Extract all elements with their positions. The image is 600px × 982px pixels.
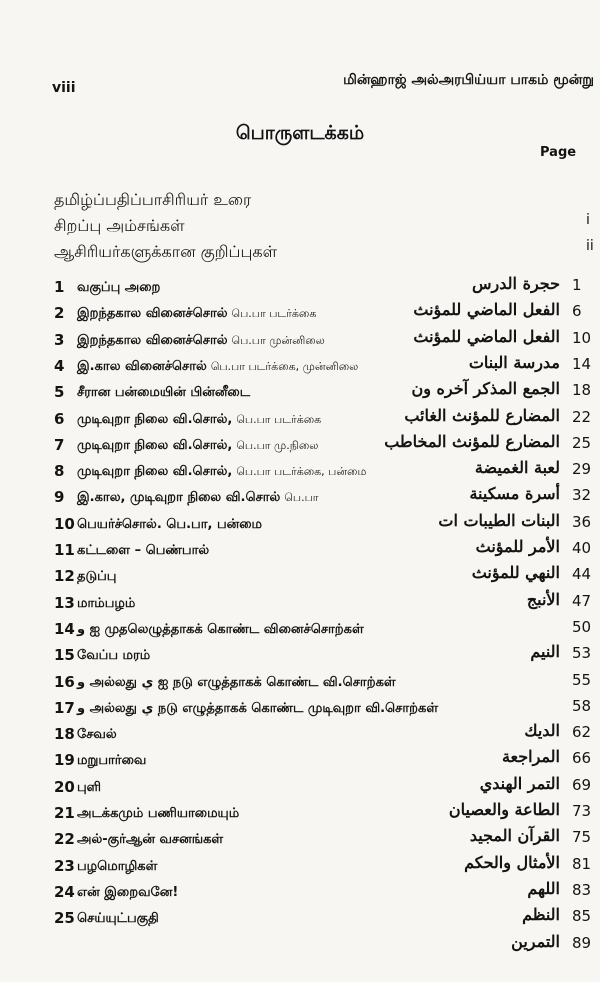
entry-page-number: 47	[572, 591, 592, 610]
entry-tamil-title	[77, 359, 358, 375]
entry-number: 6	[54, 409, 65, 428]
entry-tamil-main: என் இறைவனே!	[77, 884, 179, 900]
entry-page-number: 85	[572, 907, 592, 926]
entry-tamil-sub: பெ.பா முன்னிலை	[231, 333, 325, 347]
entry-arabic-title: المضارع للمؤنث الغائب	[404, 405, 560, 425]
entry-tamil-title	[77, 727, 117, 743]
entry-tamil-main: و ஐ முதலெழுத்தாகக் கொண்ட வினைச்சொற்கள்	[77, 621, 364, 637]
entry-tamil-title	[77, 859, 157, 875]
entry-tamil-main: இறந்தகால வினைச்சொல்	[77, 306, 228, 322]
entry-tamil-sub: பெ.பா படர்க்கை	[236, 412, 322, 426]
entry-page-number: 83	[572, 880, 592, 899]
entry-page-number: 18	[572, 381, 592, 400]
entry-number: 10	[54, 514, 75, 533]
entry-tamil-main: சீரான பன்மையின் பின்னீடை	[77, 385, 251, 401]
entry-tamil-title	[77, 438, 318, 454]
entry-tamil-title	[77, 806, 239, 822]
entry-tamil-title	[77, 780, 101, 796]
entry-arabic-title: المراجعة	[501, 747, 560, 767]
entry-number: 17	[54, 698, 75, 717]
entry-tamil-main: பழமொழிகள்	[77, 858, 158, 874]
entry-page-number: 69	[572, 775, 592, 794]
entry-arabic-title: الفعل الماضي للمؤنث	[413, 326, 560, 346]
entry-arabic-title: مدرسة البنات	[468, 352, 560, 372]
entry-page-number: 44	[572, 565, 592, 584]
entry-tamil-main: பெயர்ச்சொல். பெ.பா, பன்மை	[77, 516, 262, 532]
entry-number: 24	[54, 882, 75, 901]
entry-tamil-main: செய்யுட்பகுதி	[77, 911, 159, 927]
entry-number: 4	[54, 356, 65, 375]
entry-arabic-title: اللهم	[527, 878, 560, 898]
entry-number: 13	[54, 593, 75, 612]
entry-number: 1	[54, 278, 65, 296]
entry-tamil-title	[77, 464, 366, 480]
entry-number: 7	[54, 435, 65, 454]
entry-tamil-main: و அல்லது ي நடு எழுத்தாகக் கொண்ட முடிவுறா வி.சொற்கள்	[77, 700, 439, 716]
entry-tamil-title	[77, 701, 438, 717]
entry-arabic-title: الجمع المذكر آخره ون	[411, 379, 560, 399]
header-book-title: மின்ஹாஜ் அல்அரபிய்யா பாகம் மூன்று	[343, 72, 594, 88]
entry-arabic-title: البنات الطيبات ات	[438, 510, 560, 530]
entry-page-number: 14	[572, 354, 592, 373]
entry-page-number: 62	[572, 723, 592, 742]
entry-page-number: 75	[572, 828, 592, 847]
entry-number: 5	[54, 383, 65, 402]
entry-tamil-main: வகுப்பு அறை	[77, 280, 161, 295]
entry-tamil-main: தடுப்பு	[77, 569, 117, 585]
entry-tamil-title	[77, 675, 396, 691]
entry-tamil-title	[77, 596, 135, 612]
entry-arabic-title: أسرة مسكينة	[469, 484, 560, 504]
entry-arabic-title: الأنبج	[526, 589, 560, 609]
entry-number: 8	[54, 462, 65, 481]
entry-page-number: 81	[572, 854, 592, 873]
entry-tamil-main: முடிவுறா நிலை வி.சொல்,	[77, 411, 233, 427]
entry-page-number: 1	[572, 276, 582, 294]
entry-number: 2	[54, 304, 65, 323]
entry-arabic-title: لعبة الغميضة	[474, 458, 560, 478]
entry-page-number: 58	[572, 696, 592, 715]
entry-number: 20	[54, 777, 75, 796]
entry-page-number: 53	[572, 644, 592, 663]
entry-number: 21	[54, 804, 75, 822]
page-column-label: Page	[540, 145, 577, 160]
entry-number: 12	[54, 567, 75, 586]
entry-page-number: 25	[572, 433, 592, 452]
entry-page-number: 10	[572, 328, 592, 347]
entry-arabic-title: الطاعة والعصيان	[448, 800, 560, 819]
entry-tamil-sub: பெ.பா	[284, 491, 319, 505]
intro-item: ஆசிரியர்களுக்கான குறிப்புகள்	[54, 242, 278, 261]
entry-arabic-title: المضارع للمؤنث المخاطب	[384, 431, 560, 451]
entry-number: 11	[54, 541, 75, 559]
entry-page-number: 29	[572, 460, 592, 479]
entry-tamil-title	[77, 280, 160, 296]
entry-number: 9	[54, 488, 65, 507]
entry-tamil-main: கட்டளை – பெண்பால்	[77, 543, 210, 558]
intro-page: ii	[586, 238, 594, 254]
entry-number: 23	[54, 856, 75, 875]
entry-tamil-main: மாம்பழம்	[77, 595, 136, 611]
entry-page-number: 50	[572, 617, 592, 636]
entry-tamil-main: முடிவுறா நிலை வி.சொல்,	[77, 437, 233, 453]
entry-tamil-main: அல்-குர்ஆன் வசனங்கள்	[77, 832, 224, 848]
entry-tamil-title	[77, 648, 150, 664]
entry-page-number: 36	[572, 512, 592, 531]
entry-tamil-main: வேப்ப மரம்	[77, 648, 151, 664]
entry-number: 14	[54, 619, 75, 638]
entry-number: 3	[54, 330, 65, 349]
entry-tamil-main: புளி	[77, 779, 102, 795]
entry-tamil-title	[77, 885, 178, 901]
entry-tamil-main: மறுபார்வை	[77, 753, 147, 769]
entry-arabic-title: الفعل الماضي للمؤنث	[413, 300, 560, 320]
entry-tamil-sub: பெ.பா படர்க்கை, முன்னிலை	[210, 359, 359, 373]
entry-arabic-title: القرآن المجيد	[469, 826, 560, 846]
entry-page-number: 40	[572, 539, 592, 557]
entry-arabic-title: الأمثال والحكم	[464, 852, 560, 872]
entry-arabic-title: النيم	[530, 642, 560, 662]
entry-tamil-title	[77, 333, 325, 349]
entry-arabic-title: الأمر للمؤنث	[475, 537, 560, 556]
entry-tamil-sub: பெ.பா படர்க்கை	[231, 307, 317, 321]
entry-page-number: 89	[572, 933, 592, 952]
entry-arabic-title: الديك	[524, 721, 560, 741]
entry-tamil-title	[77, 306, 316, 322]
entry-tamil-title	[77, 490, 319, 506]
entry-tamil-main: முடிவுறா நிலை வி.சொல்,	[77, 464, 233, 480]
entry-number: 18	[54, 725, 75, 744]
entry-tamil-main: و அல்லது ي ஐ நடு எழுத்தாகக் கொண்ட வி.சொற்கள்	[77, 674, 396, 690]
entry-number: 15	[54, 646, 75, 665]
entry-tamil-main: இறந்தகால வினைச்சொல்	[77, 332, 228, 348]
entry-page-number: 32	[572, 486, 592, 505]
entry-tamil-title	[77, 832, 223, 848]
entry-number: 19	[54, 751, 75, 770]
entry-arabic-title: النظم	[522, 905, 560, 925]
entry-tamil-title	[77, 753, 146, 769]
entry-page-number: 66	[572, 749, 592, 768]
entry-tamil-main: சேவல்	[77, 727, 117, 743]
entry-arabic-title: حجرة الدرس	[472, 274, 560, 293]
entry-arabic-title: النهي للمؤنث	[471, 563, 560, 583]
entry-tamil-title	[77, 543, 209, 559]
header-page-number: viii	[52, 80, 76, 96]
entry-tamil-title	[77, 412, 321, 428]
intro-item: சிறப்பு அம்சங்கள்	[54, 216, 185, 235]
entry-tamil-sub: பெ.பா மு.நிலை	[236, 438, 319, 452]
intro-page: i	[586, 212, 590, 228]
entry-arabic-title: التمر الهندي	[479, 773, 560, 793]
page-title: பொருளடக்கம்	[235, 122, 365, 144]
entry-tamil-title	[77, 517, 262, 533]
entry-page-number: 73	[572, 802, 592, 820]
entry-tamil-main: அடக்கமும் பணியாமையும்	[77, 806, 240, 821]
entry-tamil-sub: பெ.பா படர்க்கை, பன்மை	[236, 465, 367, 479]
entry-tamil-title	[77, 911, 159, 927]
entry-tamil-title	[77, 385, 250, 401]
entry-number: 22	[54, 830, 75, 849]
intro-item: தமிழ்ப்பதிப்பாசிரியர் உரை	[54, 190, 252, 209]
entry-tamil-main: இ.கால வினைச்சொல்	[77, 358, 207, 374]
entry-page-number: 6	[572, 302, 582, 321]
entry-page-number: 22	[572, 407, 592, 426]
entry-arabic-title: التمرين	[511, 931, 560, 951]
entry-page-number: 55	[572, 670, 592, 689]
entry-tamil-title	[77, 622, 364, 638]
entry-number: 16	[54, 672, 75, 691]
entry-number: 25	[54, 909, 75, 928]
entry-tamil-main: இ.கால, முடிவுறா நிலை வி.சொல்	[77, 490, 281, 506]
entry-tamil-title	[77, 569, 116, 585]
